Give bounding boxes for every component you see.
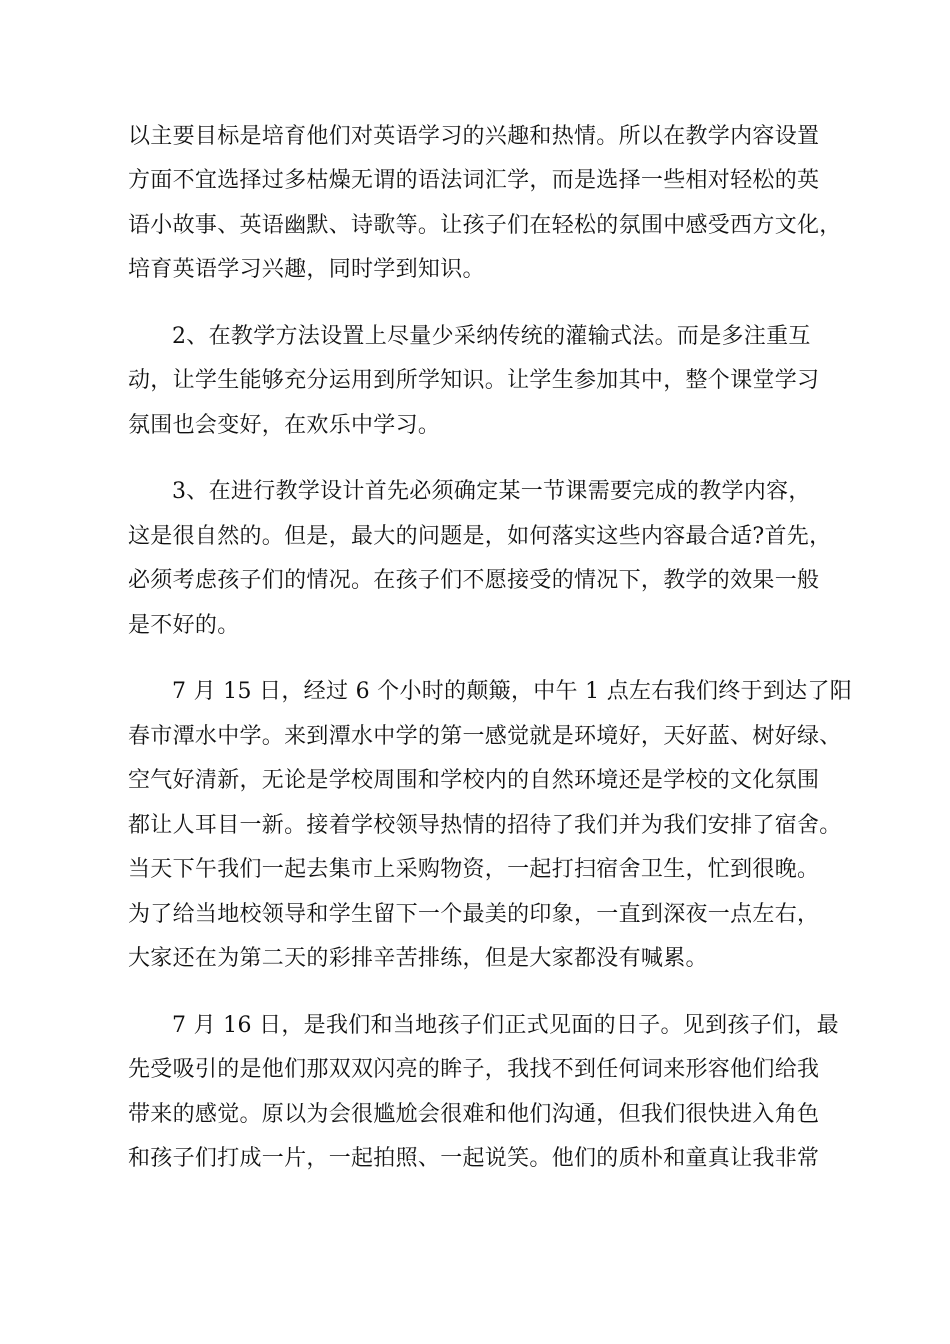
text-line-4: 培育英语学习兴趣，同时学到知识。	[128, 257, 485, 282]
text-line-1: 以主要目标是培育他们对英语学习的兴趣和热情。所以在教学内容设置	[128, 124, 820, 149]
text-line-8: 3、在进行教学设计首先必须确定某一节课需要完成的教学内容，	[172, 479, 811, 504]
text-line-12: 7 月 15 日，经过 6 个小时的颠簸，中午 1 点左右我们终于到达了阳	[172, 679, 853, 704]
text-line-14: 空气好清新，无论是学校周围和学校内的自然环境还是学校的文化氛围	[128, 768, 820, 793]
text-line-6: 动，让学生能够充分运用到所学知识。让学生参加其中，整个课堂学习	[128, 368, 820, 393]
text-line-2: 方面不宜选择过多枯燥无谓的语法词汇学，而是选择一些相对轻松的英	[128, 168, 820, 193]
text-line-7: 氛围也会变好，在欢乐中学习。	[128, 413, 441, 438]
text-line-20: 先受吸引的是他们那双双闪亮的眸子，我找不到任何词来形容他们给我	[128, 1057, 820, 1082]
text-line-15: 都让人耳目一新。接着学校领导热情的招待了我们并为我们安排了宿舍。	[128, 813, 842, 838]
text-line-18: 大家还在为第二天的彩排辛苦排练，但是大家都没有喊累。	[128, 946, 708, 971]
text-line-11: 是不好的。	[128, 613, 240, 638]
text-line-22: 和孩子们打成一片，一起拍照、一起说笑。他们的质朴和童真让我非常	[128, 1146, 820, 1171]
text-line-5: 2、在教学方法设置上尽量少采纳传统的灌输式法。而是多注重互	[172, 324, 811, 349]
text-line-19: 7 月 16 日，是我们和当地孩子们正式见面的日子。见到孩子们，最	[172, 1013, 839, 1038]
text-line-9: 这是很自然的。但是，最大的问题是，如何落实这些内容最合适?首先，	[128, 524, 832, 549]
text-line-13: 春市潭水中学。来到潭水中学的第一感觉就是环境好，天好蓝、树好绿、	[128, 724, 842, 749]
text-line-17: 为了给当地校领导和学生留下一个最美的印象，一直到深夜一点左右，	[128, 902, 820, 927]
text-line-10: 必须考虑孩子们的情况。在孩子们不愿接受的情况下，教学的效果一般	[128, 568, 820, 593]
text-line-3: 语小故事、英语幽默、诗歌等。让孩子们在轻松的氛围中感受西方文化，	[128, 213, 842, 238]
text-line-16: 当天下午我们一起去集市上采购物资，一起打扫宿舍卫生，忙到很晚。	[128, 857, 820, 882]
text-line-21: 带来的感觉。原以为会很尴尬会很难和他们沟通，但我们很快进入角色	[128, 1102, 820, 1127]
